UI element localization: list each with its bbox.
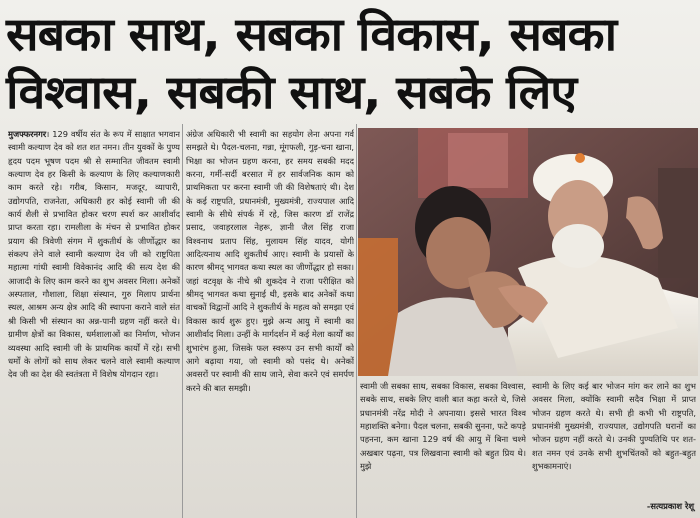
column-divider: [356, 124, 357, 518]
headline: [0, 0, 700, 122]
column-1-text: । 129 वर्षीय संत के रूप में साक्षात भगवान स्वामी कल्याण देव को शत शत नमन। तीन युवकों के पुण्य हृदय पदम भूषण पदम श्री से सम्मानित जीवतम स्वामी कल्याण देव हर किसी के कल्याण के लिए कल्याणकारी काम करते रहे। गरीब, किसान, मजदूर, व्यापारी, उद्योगपति, राजनेता, अधिकारी हर कोई स्वामी जी की कार्य शैली से प्रभावित होकर चरण स्पर्श कर आशीर्वाद प्राप्त करता रहा। रामलीला के मंचन से प्रभावित होकर प्रयाग की त्रिवेणी संगम में शुकतीर्थ के जीर्णोद्धार का संकल्प लेने वाले स्वामी कल्याण देव जी को राष्ट्रपिता महात्मा गांधी स्वामी विवेकानंद आदि की सत्य देश की आजादी के लिए काम करने का शुभ अवसर मिला। अनेकों अस्पताल, गौशाला, शिक्षा संस्थान, गुरु मिलाप प्रार्थना स्थल, आश्रम अन्य क्षेत्र आदि की स्थापना कराने वाले संत श्री किसी भी संस्थान का अन्न-पानी ग्रहण नहीं करते थे। ग्रामीण क्षेत्रों का विकास, धर्मशालाओं का निर्माण, भोजन व्यवस्था आदि स्वामी जी के प्राथमिक कार्यों में रहे। सभी धर्मों के लोगों को साथ लेकर चलने वाले स्वामी कल्याण देव जी का देश की स्वतंत्रता में विशेष योगदान रहा।: [8, 129, 180, 380]
column-3-text: स्वामी जी सबका साथ, सबका विकास, सबका विश्वास, सबके साथ, सबके लिए वाली बात कहा करते थे, जिसे प्रधानमंत्री नरेंद्र मोदी ने अपनाया। इससे भारत विश्व महाशक्ति बनेगा। पैदल चलना, सबकी सुनना, फटे कपड़े पहनना, कम खाना 129 वर्ष की आयु में बिना चश्मे अखबार पढ़ना, पत्र लिखवाना स्वामी को बहुत प्रिय थे। मुझे: [360, 381, 526, 472]
dateline: मुजफ्फरनगर: [8, 129, 47, 139]
photo: [358, 128, 698, 376]
headline-line-2: विश्वास, सबकी साथ, सबके लिए: [6, 65, 577, 119]
byline: -सत्यप्रकाश रेशू: [646, 501, 694, 511]
column-2-text: अंग्रेज अधिकारी भी स्वामी का सहयोग लेना अपना गर्व समझते थे। पैदल-चलना, गन्ना, मूंगफली, गुड़-चना खाना, भिक्षा का भोजन ग्रहण करना, हर समय सबकी मदद करना, गर्मी-सर्दी बरसात में हर सार्वजनिक काम को प्राथमिकता पर करना स्वामी जी की विशेषताएं थी। देश के कई राष्ट्रपति, प्रधानमंत्री, मुख्यमंत्री, राज्यपाल आदि स्वामी के सीधे संपर्क में रहे, जिस कारण डॉ राजेंद्र प्रसाद, जवाहरलाल नेहरू, ज्ञानी जैल सिंह राजा विश्वनाथ प्रताप सिंह, मुलायम सिंह यादव, योगी आदित्यनाथ आदि शुकतीर्थ आए। स्वामी के प्रयासों के कारण श्रीमद् भागवत कथा स्थल का जीर्णोद्धार हो सका। जहां वटवृक्ष के नीचे श्री शुकदेव ने राजा परीक्षित को श्रीमद् भागवत कथा सुनाई थी, इसके बाद अनेकों कथा वाचकों विद्वानों आदि ने शुकतीर्थ के महत्व को समझा एवं विकास कार्य शुरू हुए। मुझे अन्य आयु में स्वामी का आशीर्वाद मिला। उन्हीं के मार्गदर्शन में कई मेला कार्यों का शुभारंभ हुआ, जिसके फल स्वरूप उन सभी कार्यों को आगे बढ़ाया गया, जो स्वामी को पसंद थे। अनेकों अवसरों पर स्वामी की साथ जाने, सेवा करने एवं समर्पण करने की बात समझी।: [186, 129, 354, 393]
article-column-3: [360, 380, 526, 514]
article-column-1: [8, 128, 180, 514]
article-column-2: [186, 128, 354, 514]
article-body: [0, 124, 700, 518]
column-4-text: स्वामी के लिए कई बार भोजन मांग कर लाने का शुभ अवसर मिला, क्योंकि स्वामी सदैव भिक्षा में प्राप्त भोजन ग्रहण करते थे। सभी ही कभी भी राष्ट्रपति, प्रधानमंत्री मुख्यमंत्री, राज्यपाल, उद्योगपति घरानों का भोजन ग्रहण नहीं करते थे। उनकी पुण्यतिथि पर शत-शत नमन एवं उनके सभी शुभचिंतकों को बहुत-बहुत शुभकामनाएं।: [532, 381, 696, 472]
photo-icon: [358, 128, 698, 376]
headline-line-1: सबका साथ, सबका विकास, सबका: [6, 7, 617, 61]
article-column-4: [532, 380, 696, 514]
column-divider: [182, 124, 183, 518]
